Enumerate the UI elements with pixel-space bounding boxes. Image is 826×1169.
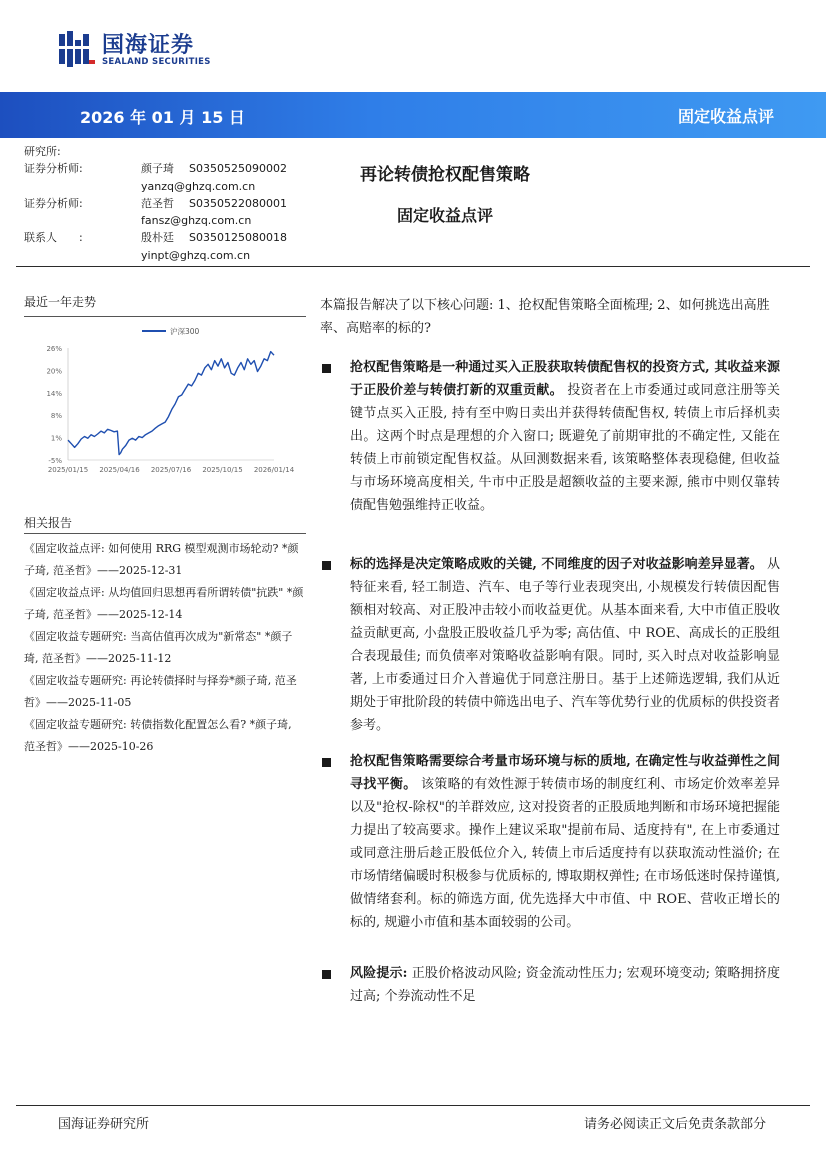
- risk-paragraph: [350, 962, 780, 1008]
- brand-logo: [58, 30, 211, 72]
- hs300-trend-chart: [24, 320, 304, 480]
- paragraph-lead: 标的选择是决定策略成败的关键, 不同维度的因子对收益影响差异显著。: [350, 557, 763, 572]
- body-paragraph: [350, 750, 780, 934]
- y-tick-label: 14%: [46, 389, 62, 398]
- analyst-email[interactable]: fansz@ghzq.com.cn: [141, 214, 252, 228]
- body-paragraph: [350, 553, 780, 737]
- analyst-info: [24, 143, 314, 264]
- intro-paragraph: 本篇报告解决了以下核心问题: 1、抢权配售策略全面梳理; 2、如何挑选出高胜率、高赔率的标的?: [320, 298, 770, 336]
- paragraph-text: 该策略的有效性源于转债市场的制度红利、市场定价效率差异以及"抢权-除权"的羊群效应, 这对投资者的正股质地判断和市场环境把握能力提出了较高要求。操作上建议采取"提前布局、适度持有", 在上市委通过或同意注册后趁正股低位介入, 转债上市后适度持有以获取流动性溢价; 在市场情绪偏暖时积极参与优质标的, 博取期权弹性; 在市场低迷时保持谨慎, 做情绪套利。标的筛选方面, 优先选择大中市值、中 ROE、营收正增长的标的, 规避小市值和基本面较弱的公司。: [350, 777, 780, 930]
- y-tick-label: 26%: [46, 345, 62, 353]
- paragraph-lead: 抢权配售策略是一种通过买入正股获取转债配售权的投资方式, 其收益来源于正股价差与转债打新的双重贡献。: [350, 360, 780, 398]
- chart-series: [68, 352, 274, 455]
- analyst-row: [24, 160, 314, 177]
- chart-legend: [142, 326, 200, 336]
- related-report-item[interactable]: 《固定收益点评: 从均值回归思想再看所谓转债"抗跌" *颜子琦, 范圣哲》——2025-12-14: [24, 586, 304, 621]
- trend-divider: [24, 316, 306, 317]
- footer-institute: 国海证券研究所: [58, 1117, 150, 1132]
- x-tick-label: 2025/04/16: [99, 466, 140, 474]
- footer-disclaimer[interactable]: 请务必阅读正文后免责条款部分: [583, 1117, 766, 1132]
- report-date: 2026 年 01 月 15 日: [80, 108, 245, 127]
- brand-name-cn: 国海证券: [102, 33, 195, 58]
- analyst-name: 范圣哲: [141, 196, 174, 210]
- bullet-icon: [322, 561, 331, 570]
- y-tick-label: -5%: [48, 457, 62, 465]
- analyst-cert: S0350522080001: [189, 196, 287, 210]
- related-report-item[interactable]: 《固定收益专题研究: 再论转债择时与择券*颜子琦, 范圣哲》——2025-11-05: [24, 674, 297, 709]
- risk-label: 风险提示:: [350, 966, 408, 981]
- related-report-item[interactable]: 《固定收益专题研究: 当高估值再次成为"新常态" *颜子琦, 范圣哲》——2025-11-12: [24, 630, 293, 665]
- bullet-icon: [322, 364, 331, 373]
- x-tick-label: 2025/07/16: [150, 466, 192, 474]
- contact-cert: S0350125080018: [189, 231, 287, 245]
- paragraph-text: 投资者在上市委通过或同意注册等关键节点买入正股, 持有至中购日卖出并获得转债配售权, 转债上市后择机卖出。这两个时点是理想的介入窗口; 既避免了前期审批的不确定性, 又能在转债上市前锁定配售权益。从回测数据来看, 该策略整体表现稳健, 但收益与市场环境高度相关, 牛市中正股是超额收益的主要来源, 熊市中则仅靠转债配售勉强维持正收益。: [350, 383, 780, 513]
- contact-name: 殷朴廷: [141, 231, 174, 245]
- x-tick-label: 2026/01/14: [253, 466, 295, 474]
- related-report-item[interactable]: 《固定收益专题研究: 转债指数化配置怎么看? *颜子琦, 范圣哲》——2025-10-26: [24, 718, 292, 753]
- y-tick-label: 8%: [50, 412, 62, 421]
- x-tick-label: 2025/10/15: [202, 466, 243, 474]
- body-paragraph: [350, 356, 780, 517]
- analyst-row: [24, 195, 314, 212]
- contact-row: [24, 229, 314, 246]
- hs300-line: [68, 352, 274, 455]
- related-heading: 相关报告: [24, 516, 73, 530]
- paragraph-text: 从特征来看, 轻工制造、汽车、电子等行业表现突出, 小规模发行转债因配售额相对较高、对正股冲击较小而收益更优。从基本面来看, 大中市值正股收益贡献更高, 小盘股正股收益几乎为零; 高估值、中 ROE、高成长的正股组合表现最佳; 而负债率对策略收益影响有限。同时, 买入时点对收益影响显著, 上市委通过日介入普遍优于同意注册日。基于上述筛选逻辑, 我们从近期处于审批阶段的转债中筛选出电子、汽车等优势行业的优质标的供投资者参考。: [350, 557, 780, 733]
- analyst-cert: S0350525090002: [189, 162, 287, 176]
- analyst-label: 证券分析师:: [24, 162, 83, 176]
- analyst-label: 证券分析师:: [24, 196, 83, 210]
- related-reports-list: [24, 538, 306, 758]
- y-tick-label: 20%: [46, 367, 62, 376]
- analyst-name: 颜子琦: [141, 162, 174, 176]
- institute-label: 研究所:: [24, 145, 61, 158]
- footer-divider: [16, 1105, 810, 1106]
- trend-heading: 最近一年走势: [24, 295, 97, 309]
- legend-label: 沪深300: [170, 327, 200, 336]
- contact-label: 联系人 :: [24, 231, 83, 245]
- chart-axes: [46, 345, 294, 474]
- contact-email[interactable]: yinpt@ghzq.com.cn: [141, 248, 251, 262]
- report-subtitle: 固定收益点评: [396, 206, 493, 225]
- brand-name-en: SEALAND SECURITIES: [102, 57, 211, 67]
- x-tick-label: 2025/01/15: [47, 466, 89, 474]
- y-tick-label: 1%: [50, 434, 62, 443]
- bullet-icon: [322, 970, 331, 979]
- analyst-email[interactable]: yanzq@ghzq.com.cn: [141, 179, 256, 193]
- report-title: 再论转债抢权配售策略: [360, 165, 530, 185]
- report-type: 固定收益点评: [677, 107, 774, 126]
- paragraph-lead: 抢权配售策略需要综合考量市场环境与标的质地, 在确定性与收益弹性之间寻找平衡。: [350, 754, 780, 792]
- bullet-icon: [322, 758, 331, 767]
- header-divider: [16, 266, 810, 267]
- report-banner: [0, 92, 826, 138]
- related-divider: [24, 533, 306, 534]
- related-report-item[interactable]: 《固定收益点评: 如何使用 RRG 模型观测市场轮动? *颜子琦, 范圣哲》——2025-12-31: [24, 542, 299, 577]
- sealand-logo-icon: [58, 30, 96, 68]
- risk-text: 正股价格波动风险; 资金流动性压力; 宏观环境变动; 策略拥挤度过高; 个券流动性不足: [350, 966, 780, 1004]
